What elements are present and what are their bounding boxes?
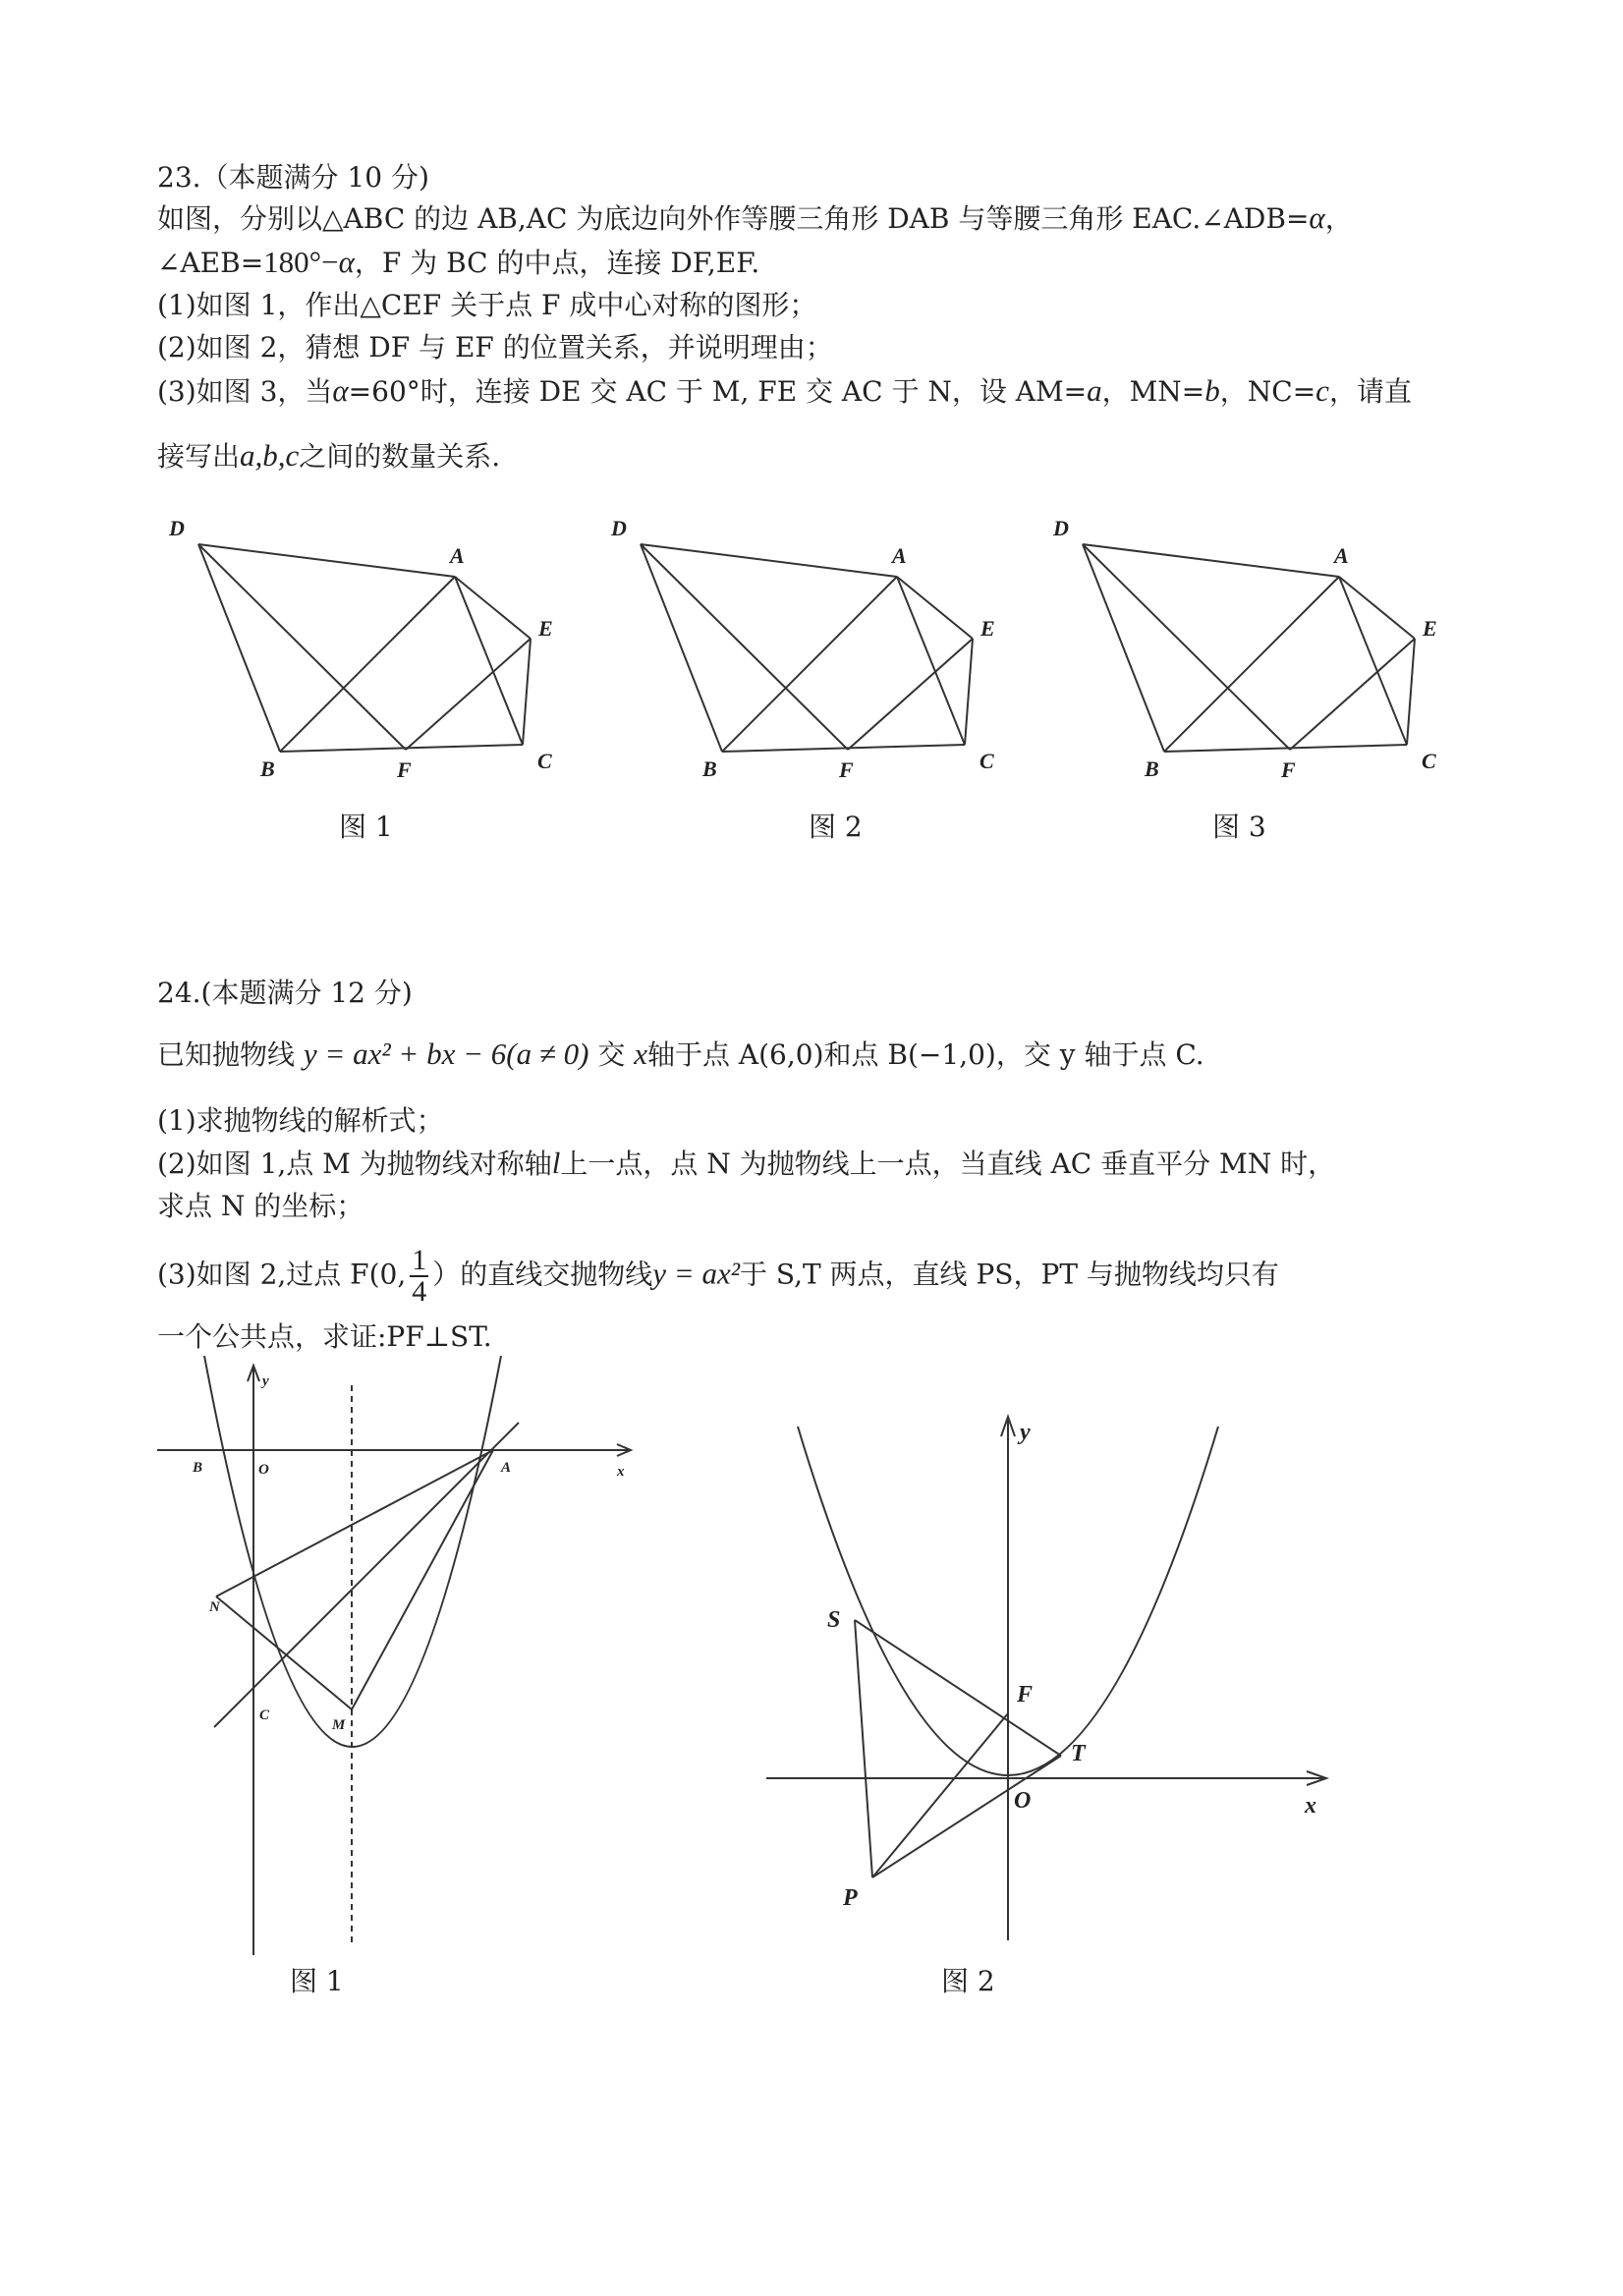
point-D: D xyxy=(1053,516,1069,540)
q23-caption-2: 图 2 xyxy=(809,811,863,843)
q23-p4-text: 接写出 xyxy=(157,440,241,473)
point-T: T xyxy=(1071,1741,1086,1766)
q24-part3-cont: 一个公共点，求证:PF⊥ST. xyxy=(157,1320,492,1353)
q24-line1 xyxy=(157,1036,1204,1073)
q23-part3-mid: =60°时，连接 DE 交 AC 于 M, FE 交 AC 于 N，设 AM= xyxy=(348,375,1088,408)
point-E: E xyxy=(538,616,553,641)
var-abc: a,b,c xyxy=(240,438,300,473)
frac-numerator: 1 xyxy=(412,1244,427,1276)
point-C: C xyxy=(1422,749,1436,773)
point-F: F xyxy=(1017,1682,1034,1708)
var-a: a xyxy=(1087,373,1102,408)
q24-part3 xyxy=(157,1246,1279,1307)
q23-mn: ，MN= xyxy=(1101,375,1205,408)
axis-y-label: y xyxy=(262,1373,269,1389)
point-M: M xyxy=(332,1717,346,1733)
q23-part3-end: ，请直 xyxy=(1328,375,1412,408)
q24-line1-mid: 交 xyxy=(597,1038,626,1071)
q24-figure-1 xyxy=(147,1356,648,1965)
parabola-equation: y = ax² + bx − 6(a ≠ 0) xyxy=(303,1036,589,1071)
point-B: B xyxy=(193,1460,203,1476)
var-b: b xyxy=(1204,373,1220,408)
q24-part3-text: (3)如图 2,过点 F(0, xyxy=(157,1258,407,1291)
q23-nc: ，NC= xyxy=(1219,375,1316,408)
q23-part1: (1)如图 1，作出△CEF 关于点 F 成中心对称的图形； xyxy=(157,289,817,321)
point-B: B xyxy=(1145,756,1159,781)
q23-figure-2 xyxy=(599,506,1032,781)
point-F: F xyxy=(839,757,854,781)
q23-minus: − xyxy=(321,245,339,279)
q24-header: 24.(本题满分 12 分) xyxy=(157,977,413,1009)
point-A: A xyxy=(450,543,465,568)
point-O: O xyxy=(1014,1788,1032,1814)
point-O: O xyxy=(258,1462,269,1478)
q23-part3-cont xyxy=(157,438,500,475)
axis-x-label: x xyxy=(1305,1793,1316,1819)
alpha-symbol: α xyxy=(1309,200,1325,235)
point-S: S xyxy=(827,1607,841,1633)
point-A: A xyxy=(1334,543,1349,568)
var-x: x xyxy=(634,1036,648,1071)
q24-part2-text: (2)如图 1,点 M 为抛物线对称轴 xyxy=(157,1148,552,1180)
point-P: P xyxy=(843,1885,858,1911)
point-A: A xyxy=(501,1460,512,1476)
q24-part3-mid: ）的直线交抛物线 xyxy=(432,1258,653,1291)
point-D: D xyxy=(611,516,627,540)
point-C: C xyxy=(537,749,552,773)
point-F: F xyxy=(1281,757,1296,781)
point-E: E xyxy=(980,616,995,641)
point-A: A xyxy=(892,543,907,568)
q23-line2-end: ，F 为 BC 的中点，连接 DF,EF. xyxy=(354,247,760,279)
var-l: l xyxy=(551,1146,561,1180)
q23-180-deg: 180° xyxy=(263,245,322,279)
q23-part3-text: (3)如图 3，当 xyxy=(157,375,333,408)
fraction-one-quarter xyxy=(410,1246,428,1307)
point-F: F xyxy=(397,757,412,781)
q24-part2-cont: 求点 N 的坐标； xyxy=(157,1190,364,1222)
q24-line1-text: 已知抛物线 xyxy=(157,1038,296,1071)
q23-line2-text: ∠AEB= xyxy=(157,247,264,279)
q24-figure-2 xyxy=(756,1405,1346,1955)
point-B: B xyxy=(260,756,275,781)
q24-part2-end: 上一点，点 N 为抛物线上一点，当直线 AC 垂直平分 MN 时， xyxy=(560,1148,1336,1180)
q24-part1: (1)求抛物线的解析式； xyxy=(157,1104,444,1137)
point-B: B xyxy=(702,756,717,781)
alpha-symbol: α xyxy=(338,245,355,279)
q23-caption-1: 图 1 xyxy=(339,811,393,843)
q23-line1 xyxy=(157,200,1353,237)
axis-x-label: x xyxy=(617,1464,625,1480)
parabola-y-ax2: y = ax² xyxy=(652,1256,740,1291)
q23-figure-1 xyxy=(157,506,589,781)
point-C: C xyxy=(979,749,994,773)
q23-part3 xyxy=(157,373,1412,410)
q23-line1-text: 如图，分别以△ABC 的边 AB,AC 为底边向外作等腰三角形 DAB 与等腰三角形 EAC.∠ADB= xyxy=(157,202,1310,235)
q24-line1-end: 轴于点 A(6,0)和点 B(−1,0)，交 y 轴于点 C. xyxy=(647,1038,1204,1071)
q23-p4-end: 之间的数量关系. xyxy=(299,440,501,473)
q23-caption-3: 图 3 xyxy=(1212,811,1266,843)
q23-header: 23.（本题满分 10 分) xyxy=(157,161,429,194)
q24-caption-2: 图 2 xyxy=(941,1965,995,1997)
axis-y-label: y xyxy=(1020,1420,1031,1445)
point-D: D xyxy=(169,516,185,540)
point-C: C xyxy=(259,1708,270,1723)
q24-caption-1: 图 1 xyxy=(290,1965,344,1997)
alpha-symbol: α xyxy=(332,373,349,408)
point-N: N xyxy=(209,1599,220,1615)
q23-line2 xyxy=(157,245,759,281)
q23-figure-3 xyxy=(1041,506,1474,781)
frac-denominator: 4 xyxy=(412,1275,427,1308)
q24-part3-end: 于 S,T 两点，直线 PS，PT 与抛物线均只有 xyxy=(740,1258,1279,1291)
var-c: c xyxy=(1315,373,1329,408)
q23-comma: ， xyxy=(1324,202,1353,235)
q24-part2 xyxy=(157,1146,1335,1182)
q23-part2: (2)如图 2，猜想 DF 与 EF 的位置关系，并说明理由； xyxy=(157,331,833,364)
point-E: E xyxy=(1423,616,1437,641)
